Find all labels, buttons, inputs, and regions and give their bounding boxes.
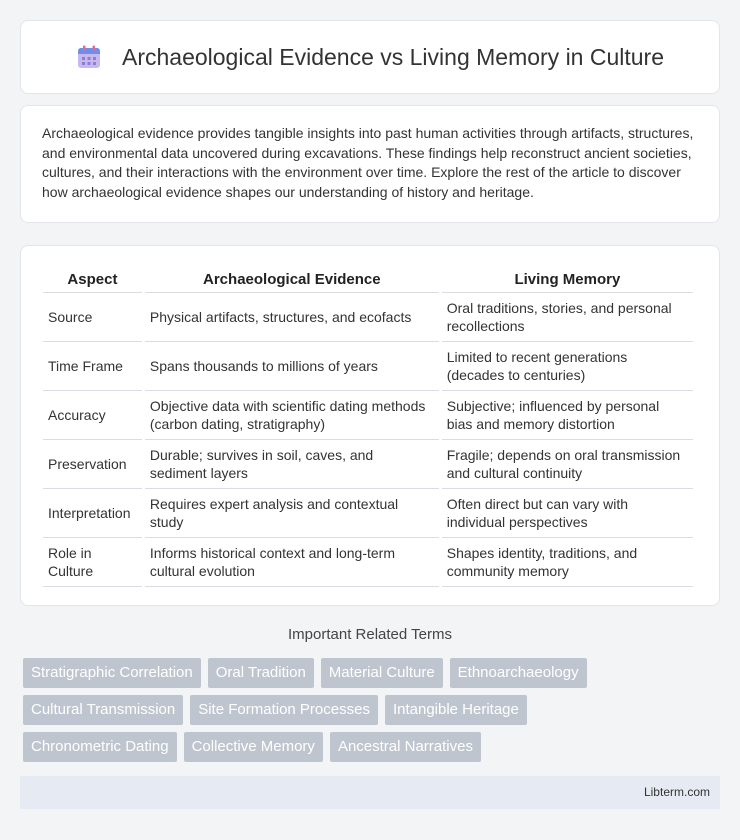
table-cell-living: Subjective; influenced by personal bias and memory distortion	[442, 391, 693, 440]
intro-card	[20, 105, 720, 223]
table-row	[43, 391, 693, 440]
table-cell-living: Fragile; depends on oral transmission and cultural continuity	[442, 440, 693, 489]
table-row	[43, 293, 693, 342]
term-tag-chronometric-dating[interactable]: Chronometric Dating	[23, 732, 177, 762]
term-tag-ethnoarchaeology[interactable]: Ethnoarchaeology	[450, 658, 587, 688]
table-row	[43, 489, 693, 538]
term-tag-collective-memory[interactable]: Collective Memory	[184, 732, 323, 762]
column-header-aspect: Aspect	[43, 262, 142, 293]
term-tag-intangible-heritage[interactable]: Intangible Heritage	[385, 695, 527, 725]
table-cell-aspect: Source	[43, 293, 142, 342]
related-terms-row	[23, 732, 723, 762]
term-tag-cultural-transmission[interactable]: Cultural Transmission	[23, 695, 183, 725]
table-header-row	[43, 262, 693, 293]
table-cell-living: Often direct but can vary with individual perspectives	[442, 489, 693, 538]
table-cell-archaeological: Durable; survives in soil, caves, and sediment layers	[145, 440, 439, 489]
table-cell-aspect: Time Frame	[43, 342, 142, 391]
table-cell-archaeological: Requires expert analysis and contextual study	[145, 489, 439, 538]
calendar-icon	[76, 44, 102, 70]
related-terms-heading: Important Related Terms	[288, 626, 452, 643]
comparison-table-card	[20, 245, 720, 606]
footer-site-link[interactable]: Libterm.com	[643, 785, 710, 799]
intro-paragraph: Archaeological evidence provides tangible insights into past human activities through artifacts, structures, and environmental data uncovered during excavations. These findings help reconstruct ancient societies, cultures, and their interactions with the environment over time. Explore the rest of the article to discover how archaeological evidence shapes our understanding of history and heritage.	[42, 125, 694, 200]
table-cell-aspect: Role in Culture	[43, 538, 142, 587]
term-tag-site-formation-processes[interactable]: Site Formation Processes	[190, 695, 378, 725]
table-cell-archaeological: Objective data with scientific dating methods (carbon dating, stratigraphy)	[145, 391, 439, 440]
table-cell-aspect: Interpretation	[43, 489, 142, 538]
table-cell-aspect: Preservation	[43, 440, 142, 489]
related-terms-row	[23, 658, 723, 688]
related-terms-row	[23, 695, 723, 725]
footer	[20, 776, 720, 809]
related-terms-list	[23, 658, 723, 769]
term-tag-material-culture[interactable]: Material Culture	[321, 658, 443, 688]
table-cell-living: Shapes identity, traditions, and community memory	[442, 538, 693, 587]
table-cell-archaeological: Spans thousands to millions of years	[145, 342, 439, 391]
header-card	[20, 20, 720, 94]
table-cell-aspect: Accuracy	[43, 391, 142, 440]
page-title: Archaeological Evidence vs Living Memory in Culture	[121, 43, 665, 70]
table-cell-living: Limited to recent generations (decades to centuries)	[442, 342, 693, 391]
term-tag-ancestral-narratives[interactable]: Ancestral Narratives	[330, 732, 481, 762]
term-tag-stratigraphic-correlation[interactable]: Stratigraphic Correlation	[23, 658, 201, 688]
table-cell-archaeological: Physical artifacts, structures, and ecofacts	[145, 293, 439, 342]
table-cell-archaeological: Informs historical context and long-term cultural evolution	[145, 538, 439, 587]
column-header-archaeological-evidence: Archaeological Evidence	[145, 262, 439, 293]
table-cell-living: Oral traditions, stories, and personal recollections	[442, 293, 693, 342]
table-row	[43, 538, 693, 587]
term-tag-oral-tradition[interactable]: Oral Tradition	[208, 658, 314, 688]
table-row	[43, 342, 693, 391]
table-row	[43, 440, 693, 489]
comparison-table	[40, 262, 696, 587]
column-header-living-memory: Living Memory	[442, 262, 693, 293]
